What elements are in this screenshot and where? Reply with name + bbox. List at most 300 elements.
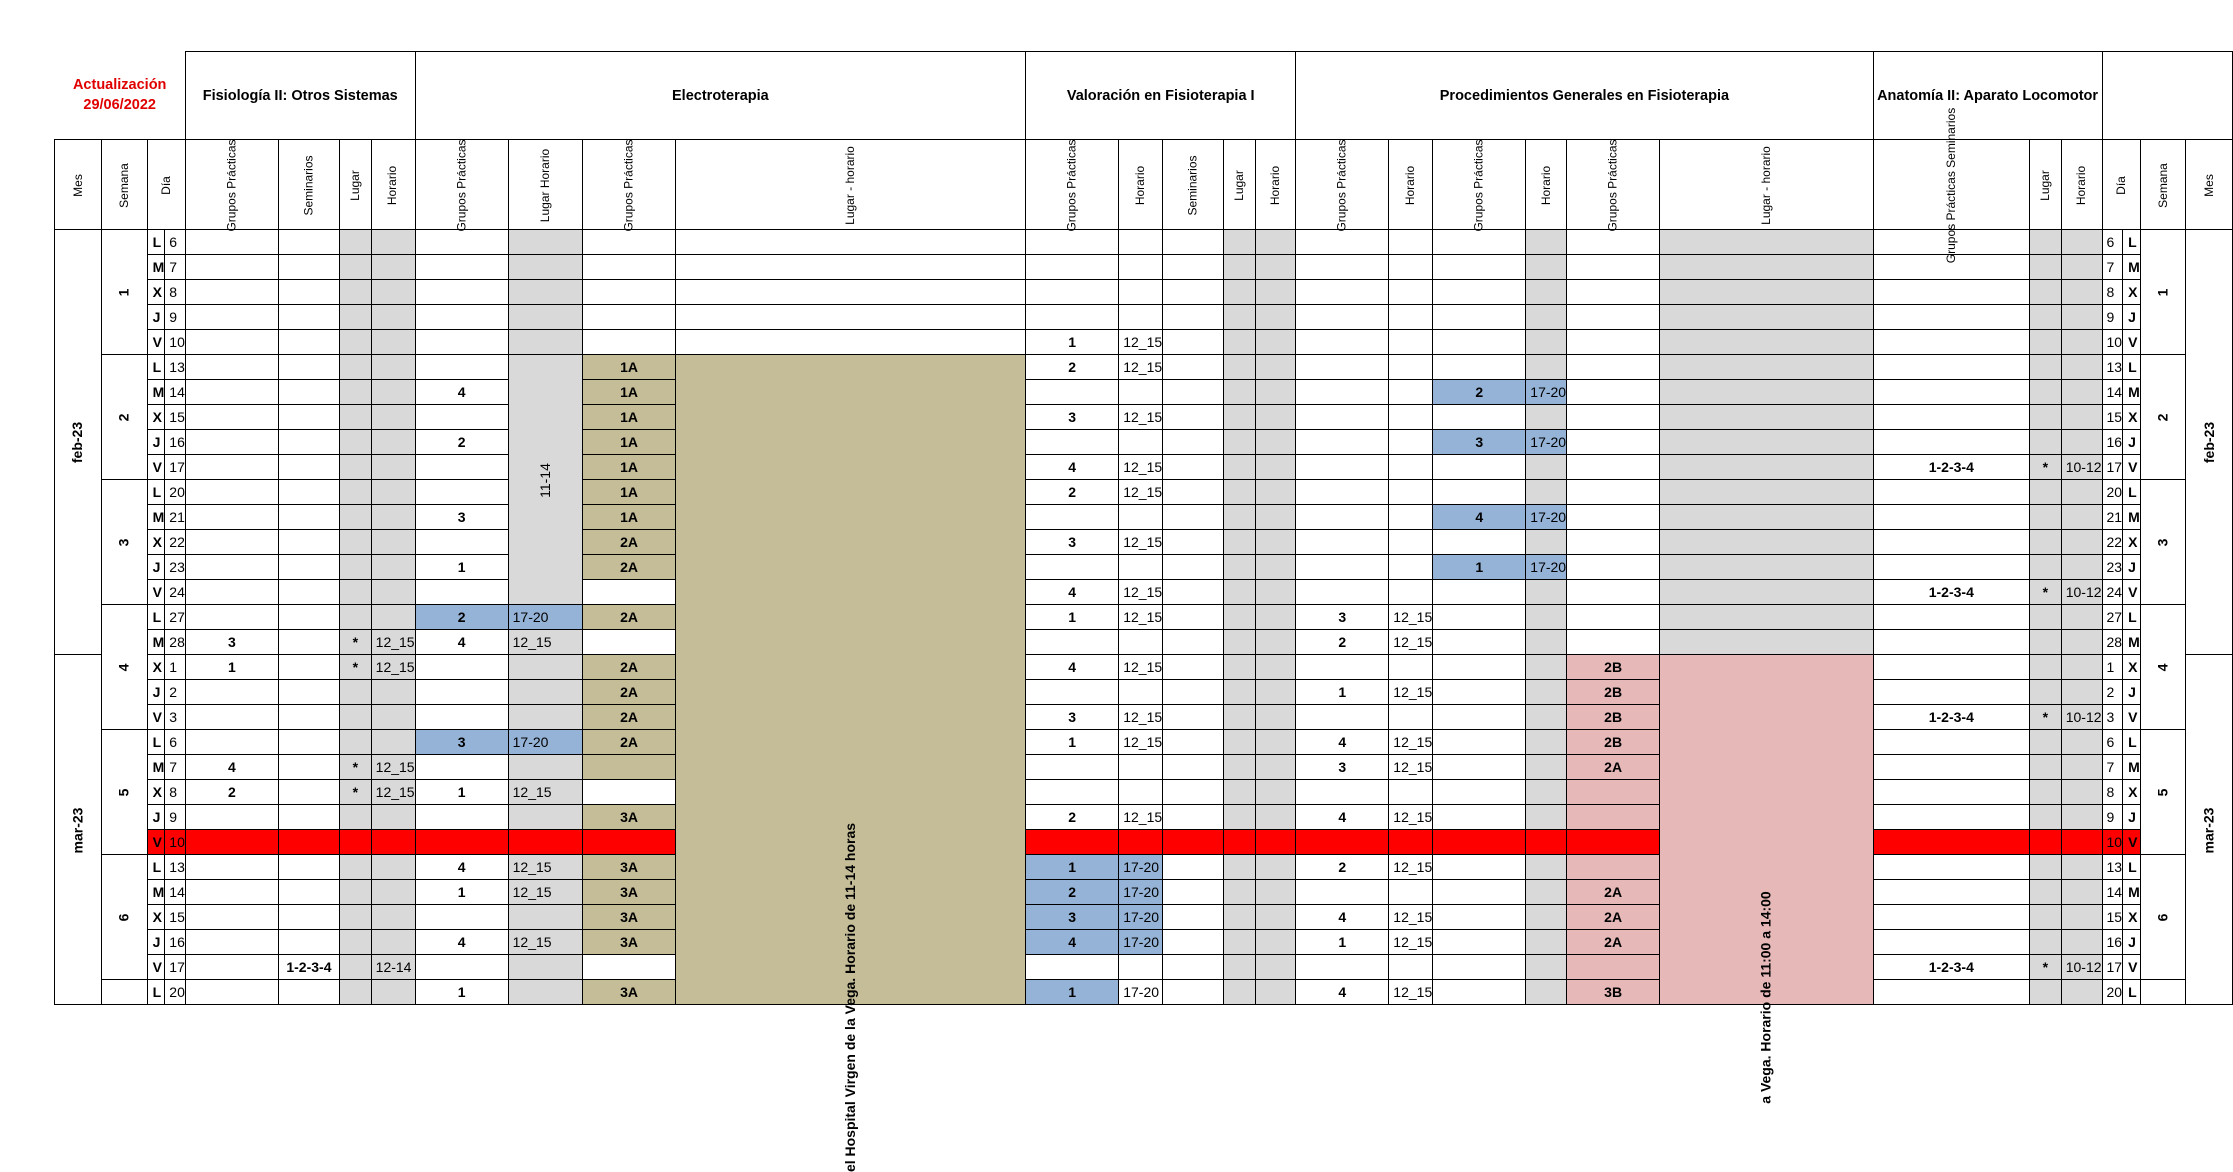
schedule-cell: [1526, 405, 1567, 430]
col-header-mes: Mes: [55, 140, 102, 230]
weekday: L: [147, 605, 165, 630]
schedule-cell: [1873, 805, 2029, 830]
schedule-cell: 2A: [1567, 930, 1660, 955]
schedule-cell: [185, 855, 278, 880]
subject-header: Fisiología II: Otros Sistemas: [185, 52, 415, 140]
schedule-cell: [415, 530, 508, 555]
schedule-cell: [1526, 905, 1567, 930]
schedule-cell: 3A: [583, 930, 676, 955]
schedule-cell: 3: [1026, 405, 1119, 430]
schedule-cell: 1-2-3-4: [1873, 705, 2029, 730]
schedule-cell: [185, 255, 278, 280]
schedule-cell: [2030, 305, 2062, 330]
schedule-cell: [1296, 530, 1389, 555]
schedule-cell: [1163, 555, 1224, 580]
weekday: M: [147, 255, 165, 280]
schedule-cell: [2030, 805, 2062, 830]
schedule-cell: [1224, 905, 1256, 930]
schedule-cell: [278, 630, 339, 655]
table-row: [55, 580, 2233, 605]
schedule-cell: 1A: [583, 405, 676, 430]
schedule-cell: [1526, 755, 1567, 780]
schedule-cell: [1224, 680, 1256, 705]
schedule-cell: [278, 230, 339, 255]
schedule-cell: [415, 830, 508, 855]
schedule-cell: [1873, 530, 2029, 555]
table-row: [55, 405, 2233, 430]
schedule-cell: 3: [415, 730, 508, 755]
table-row: [55, 855, 2233, 880]
schedule-cell: 12_15: [1119, 655, 1163, 680]
schedule-cell: 17-20: [1119, 905, 1163, 930]
schedule-cell: [1119, 280, 1163, 305]
schedule-cell: 1-2-3-4: [1873, 580, 2029, 605]
schedule-cell: [1296, 280, 1389, 305]
day-number-right: 13: [2102, 855, 2123, 880]
schedule-cell: [2030, 430, 2062, 455]
schedule-cell: [1296, 780, 1389, 805]
week-label-right: 5: [2140, 730, 2186, 855]
schedule-cell: 1: [1026, 605, 1119, 630]
day-number: 7: [165, 255, 186, 280]
day-number: 16: [165, 930, 186, 955]
schedule-cell: 12_15: [1389, 630, 1433, 655]
schedule-cell: [1526, 455, 1567, 480]
day-number: 9: [165, 305, 186, 330]
schedule-cell: [2061, 255, 2102, 280]
schedule-cell: [2061, 280, 2102, 305]
schedule-cell: [1433, 780, 1526, 805]
schedule-cell: [185, 905, 278, 930]
weekday: J: [147, 305, 165, 330]
schedule-cell: [1433, 905, 1526, 930]
schedule-cell: 1: [1026, 855, 1119, 880]
schedule-cell: 10-12: [2061, 580, 2102, 605]
weekday: X: [147, 780, 165, 805]
schedule-cell: [278, 755, 339, 780]
schedule-cell: [415, 355, 508, 380]
schedule-cell: [1163, 680, 1224, 705]
schedule-cell: 3A: [583, 905, 676, 930]
schedule-cell: [1296, 455, 1389, 480]
schedule-cell: [278, 380, 339, 405]
schedule-cell: [1255, 655, 1295, 680]
day-number: 27: [165, 605, 186, 630]
schedule-cell: [1255, 330, 1295, 355]
schedule-cell: [1163, 955, 1224, 980]
schedule-cell: [415, 955, 508, 980]
weekday: L: [147, 855, 165, 880]
schedule-cell: [278, 680, 339, 705]
schedule-cell: [1526, 480, 1567, 505]
weekday: X: [147, 905, 165, 930]
schedule-cell: [1873, 980, 2029, 1005]
weekday-right: J: [2123, 430, 2141, 455]
subject-header: Electroterapia: [415, 52, 1026, 140]
weekday-right: J: [2123, 555, 2141, 580]
schedule-cell: [1026, 830, 1119, 855]
weekday-right: L: [2123, 730, 2141, 755]
schedule-cell: [676, 305, 1026, 330]
schedule-cell: [1296, 955, 1389, 980]
schedule-cell: 17-20: [1526, 555, 1567, 580]
schedule-cell: 2: [1296, 630, 1389, 655]
day-number-right: 6: [2102, 730, 2123, 755]
schedule-cell: [1389, 430, 1433, 455]
schedule-cell: 3: [1296, 755, 1389, 780]
schedule-cell: 2B: [1567, 655, 1660, 680]
schedule-cell: [415, 280, 508, 305]
schedule-cell: [508, 655, 582, 680]
table-row: [55, 730, 2233, 755]
schedule-cell: [1389, 280, 1433, 305]
day-number-right: 10: [2102, 330, 2123, 355]
schedule-cell: [508, 805, 582, 830]
schedule-cell: 4: [415, 380, 508, 405]
schedule-cell: 12_15: [1389, 805, 1433, 830]
weekday: M: [147, 380, 165, 405]
schedule-cell: [1255, 780, 1295, 805]
schedule-cell: 2: [415, 430, 508, 455]
day-number-right: 7: [2102, 755, 2123, 780]
schedule-cell: [1224, 855, 1256, 880]
schedule-cell: [1224, 505, 1256, 530]
schedule-cell: [1660, 505, 1873, 530]
day-number-right: 3: [2102, 705, 2123, 730]
schedule-cell: [1119, 630, 1163, 655]
weekday: V: [147, 330, 165, 355]
schedule-cell: 2A: [583, 730, 676, 755]
weekday-right: L: [2123, 355, 2141, 380]
week-label: 6: [101, 855, 147, 980]
schedule-cell: [508, 705, 582, 730]
schedule-cell: [185, 530, 278, 555]
schedule-cell: [371, 505, 415, 530]
schedule-cell: [278, 705, 339, 730]
schedule-cell: [1389, 705, 1433, 730]
col-header: Seminarios: [1163, 140, 1224, 230]
schedule-cell: [278, 580, 339, 605]
schedule-cell: 17-20: [1119, 855, 1163, 880]
day-number-right: 9: [2102, 305, 2123, 330]
schedule-cell: [185, 955, 278, 980]
table-row: [55, 955, 2233, 980]
schedule-cell: [1255, 580, 1295, 605]
schedule-cell: 12_15: [1389, 905, 1433, 930]
weekday: V: [147, 955, 165, 980]
schedule-cell: [583, 330, 676, 355]
schedule-cell: [1224, 605, 1256, 630]
schedule-cell: [415, 455, 508, 480]
schedule-cell: [1433, 830, 1526, 855]
schedule-cell: [1163, 930, 1224, 955]
schedule-cell: [278, 405, 339, 430]
schedule-cell: [1224, 630, 1256, 655]
schedule-cell: [1255, 930, 1295, 955]
schedule-cell: 10-12: [2061, 455, 2102, 480]
schedule-cell: [278, 930, 339, 955]
schedule-cell: [2030, 480, 2062, 505]
schedule-cell: [371, 680, 415, 705]
schedule-cell: [1873, 655, 2029, 680]
schedule-table: [54, 51, 2233, 1172]
day-number-right: 10: [2102, 830, 2123, 855]
schedule-cell: [185, 430, 278, 455]
schedule-cell: [371, 880, 415, 905]
schedule-cell: [1163, 430, 1224, 455]
schedule-cell: [1873, 280, 2029, 305]
schedule-cell: [415, 905, 508, 930]
schedule-cell: 2: [185, 780, 278, 805]
schedule-cell: [1567, 255, 1660, 280]
weekday-right: J: [2123, 805, 2141, 830]
schedule-cell: 1: [1296, 930, 1389, 955]
schedule-cell: [583, 780, 676, 805]
day-number-right: 21: [2102, 505, 2123, 530]
schedule-cell: [1433, 880, 1526, 905]
schedule-cell: [339, 980, 371, 1005]
schedule-cell: [2030, 855, 2062, 880]
schedule-cell: [1873, 930, 2029, 955]
schedule-cell: 1: [415, 780, 508, 805]
month-label-right: mar-23: [2186, 655, 2233, 1005]
schedule-cell: 2B: [1567, 680, 1660, 705]
schedule-cell: [676, 330, 1026, 355]
schedule-cell: [278, 430, 339, 455]
col-header: Horario: [2061, 140, 2102, 230]
schedule-cell: 1-2-3-4: [1873, 955, 2029, 980]
schedule-cell: [1389, 255, 1433, 280]
schedule-cell: [371, 605, 415, 630]
schedule-cell: [1119, 955, 1163, 980]
col-header: Lugar - horario: [676, 140, 1026, 230]
schedule-cell: 4: [1026, 655, 1119, 680]
schedule-cell: 2: [1026, 880, 1119, 905]
weekday-right: J: [2123, 930, 2141, 955]
weekday-right: V: [2123, 455, 2141, 480]
schedule-cell: 12_15: [371, 780, 415, 805]
week-label: 4: [101, 605, 147, 730]
schedule-cell: [2061, 855, 2102, 880]
schedule-cell: [339, 955, 371, 980]
schedule-cell: [185, 230, 278, 255]
day-number: 16: [165, 430, 186, 455]
schedule-cell: [185, 705, 278, 730]
schedule-cell: [1163, 830, 1224, 855]
schedule-cell: [185, 580, 278, 605]
week-label: 3: [101, 480, 147, 605]
schedule-cell: 4: [1026, 455, 1119, 480]
schedule-cell: [1433, 680, 1526, 705]
schedule-cell: 1: [1026, 980, 1119, 1005]
schedule-cell: 1A: [583, 505, 676, 530]
day-number-right: 6: [2102, 230, 2123, 255]
schedule-cell: [2030, 830, 2062, 855]
schedule-cell: [415, 480, 508, 505]
schedule-cell: [185, 280, 278, 305]
schedule-cell: [1119, 780, 1163, 805]
schedule-cell: [1163, 630, 1224, 655]
schedule-cell: [1389, 530, 1433, 555]
schedule-cell: 12_15: [1119, 730, 1163, 755]
schedule-cell: [1660, 380, 1873, 405]
schedule-cell: [1567, 405, 1660, 430]
schedule-cell: [415, 330, 508, 355]
schedule-cell: [1296, 505, 1389, 530]
schedule-cell: [278, 880, 339, 905]
schedule-cell: 1-2-3-4: [1873, 455, 2029, 480]
schedule-cell: 3: [1296, 605, 1389, 630]
schedule-cell: [1567, 780, 1660, 805]
day-number-right: 28: [2102, 630, 2123, 655]
schedule-cell: [1224, 430, 1256, 455]
schedule-cell: [2061, 680, 2102, 705]
schedule-cell: [1163, 780, 1224, 805]
schedule-cell: [1526, 305, 1567, 330]
schedule-cell: [1119, 380, 1163, 405]
schedule-cell: [2061, 230, 2102, 255]
schedule-cell: [1224, 255, 1256, 280]
day-number: 10: [165, 330, 186, 355]
schedule-cell: [2030, 505, 2062, 530]
schedule-cell: 3: [1433, 430, 1526, 455]
schedule-cell: [371, 555, 415, 580]
schedule-cell: [1119, 680, 1163, 705]
schedule-cell: [1660, 430, 1873, 455]
schedule-cell: 2: [1433, 380, 1526, 405]
schedule-cell: 17-20: [508, 605, 582, 630]
col-header: Grupos Prácticas: [1296, 140, 1389, 230]
schedule-cell: [1567, 230, 1660, 255]
schedule-cell: 2A: [583, 530, 676, 555]
schedule-cell: [1224, 730, 1256, 755]
schedule-cell: 17-20: [508, 730, 582, 755]
schedule-cell: [1389, 330, 1433, 355]
schedule-cell: 2A: [1567, 755, 1660, 780]
schedule-cell: [1026, 505, 1119, 530]
schedule-cell: [1567, 455, 1660, 480]
schedule-cell: [1873, 305, 2029, 330]
schedule-cell: [1526, 355, 1567, 380]
schedule-cell: 2B: [1567, 705, 1660, 730]
schedule-cell: [278, 330, 339, 355]
schedule-cell: [339, 805, 371, 830]
schedule-cell: [278, 505, 339, 530]
col-header: Lugar - horario: [1660, 140, 1873, 230]
schedule-cell: 1: [1433, 555, 1526, 580]
day-number: 23: [165, 555, 186, 580]
schedule-cell: [2061, 505, 2102, 530]
week-label-right: 4: [2140, 605, 2186, 730]
weekday: V: [147, 580, 165, 605]
schedule-cell: [1296, 230, 1389, 255]
schedule-cell: [1026, 630, 1119, 655]
schedule-cell: [1526, 630, 1567, 655]
schedule-cell: [1255, 355, 1295, 380]
schedule-cell: [1224, 830, 1256, 855]
schedule-cell: [1224, 580, 1256, 605]
schedule-cell: [185, 355, 278, 380]
schedule-cell: 3: [1026, 705, 1119, 730]
col-header-dia-right: Día: [2102, 140, 2140, 230]
schedule-cell: [1389, 955, 1433, 980]
weekday-right: X: [2123, 280, 2141, 305]
schedule-cell: [508, 905, 582, 930]
schedule-cell: [1660, 405, 1873, 430]
schedule-cell: [1567, 305, 1660, 330]
schedule-cell: [2030, 680, 2062, 705]
schedule-cell: [1224, 805, 1256, 830]
schedule-cell: [185, 480, 278, 505]
schedule-cell: 2: [1026, 355, 1119, 380]
schedule-cell: [371, 905, 415, 930]
schedule-cell: 1: [1026, 330, 1119, 355]
schedule-cell: [1389, 230, 1433, 255]
schedule-cell: 12_15: [371, 630, 415, 655]
schedule-cell: [1433, 305, 1526, 330]
weekday-right: X: [2123, 780, 2141, 805]
schedule-cell: [1224, 330, 1256, 355]
schedule-cell: [1389, 355, 1433, 380]
day-number: 9: [165, 805, 186, 830]
schedule-cell: 3A: [583, 980, 676, 1005]
schedule-cell: [2030, 255, 2062, 280]
schedule-cell: [1567, 855, 1660, 880]
col-header: Grupos Prácticas: [1567, 140, 1660, 230]
schedule-cell: [2061, 730, 2102, 755]
schedule-cell: 1: [415, 980, 508, 1005]
schedule-cell: [1255, 980, 1295, 1005]
schedule-cell: 12_15: [1119, 405, 1163, 430]
schedule-cell: [278, 355, 339, 380]
table-row: [55, 280, 2233, 305]
col-header: Horario: [371, 140, 415, 230]
schedule-cell: 12_15: [1389, 980, 1433, 1005]
schedule-cell: [185, 330, 278, 355]
schedule-cell: [1296, 480, 1389, 505]
schedule-cell: [1873, 605, 2029, 630]
schedule-cell: [278, 280, 339, 305]
schedule-cell: [1433, 580, 1526, 605]
day-number: 15: [165, 905, 186, 930]
schedule-cell: [339, 355, 371, 380]
day-number: 3: [165, 705, 186, 730]
schedule-cell: [339, 705, 371, 730]
schedule-cell: [1526, 655, 1567, 680]
schedule-cell: [2061, 805, 2102, 830]
schedule-cell: [185, 730, 278, 755]
schedule-cell: 12_15: [1389, 855, 1433, 880]
schedule-cell: [185, 305, 278, 330]
schedule-cell: [1296, 430, 1389, 455]
table-row: [55, 880, 2233, 905]
schedule-cell: [1526, 855, 1567, 880]
schedule-cell: *: [2030, 455, 2062, 480]
schedule-cell: [508, 280, 582, 305]
schedule-cell: 1: [415, 555, 508, 580]
schedule-cell: [1660, 605, 1873, 630]
schedule-cell: [1389, 780, 1433, 805]
schedule-cell: 2B: [1567, 730, 1660, 755]
day-number: 13: [165, 355, 186, 380]
schedule-cell: [1296, 880, 1389, 905]
schedule-cell: [1255, 305, 1295, 330]
day-number-right: 14: [2102, 380, 2123, 405]
schedule-cell: [508, 755, 582, 780]
schedule-cell: [1255, 605, 1295, 630]
weekday: X: [147, 280, 165, 305]
schedule-cell: [2030, 405, 2062, 430]
